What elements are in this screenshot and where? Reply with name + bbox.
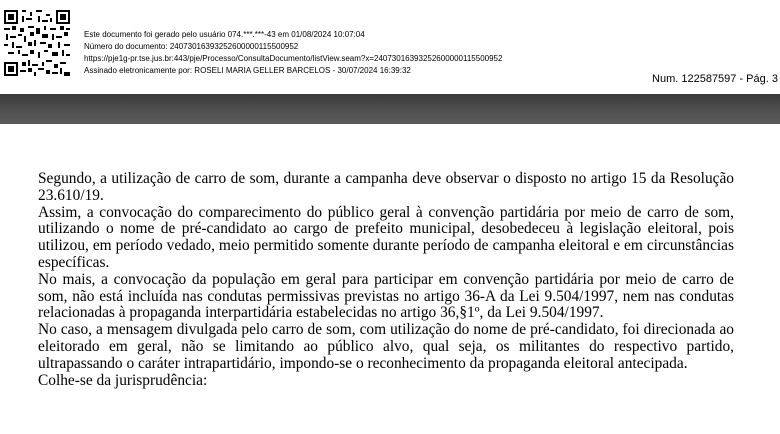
- paragraph: Colhe-se da jurisprudência:: [38, 371, 208, 389]
- paragraph: Assim, a convocação do comparecimento do público geral à convenção partidária por meio de carro de som, utilizando o nome de pré-candidato ao cargo de prefeito municipal, desobedeceu à legislação eleitoral, pois utilizou, em período vedado, meio permitido somente durante período de campanha eleitoral e em circunstâncias específicas.: [38, 203, 734, 271]
- page-reference: Num. 122587597 - Pág. 3: [652, 73, 778, 85]
- signature-line: Assinado eletronicamente por: ROSELI MARIA GELLER BARCELOS - 30/07/2024 16:39:32: [84, 66, 411, 75]
- document-body: [38, 171, 734, 389]
- paragraph: No caso, a mensagem divulgada pelo carro de som, com utilização do nome de pré-candidato, foi direcionada ao eleitorado em geral, não se limitando ao público alvo, qual seja, os militantes do respectivo partido, ultrapassando o caráter intrapartidário, impondo-se o reconhecimento da propaganda eleitoral antecipada.: [38, 321, 734, 372]
- paragraph: No mais, a convocação da população em geral para participar em convenção partidária por meio de carro de som, não está incluída nas condutas permissivas previstas no artigo 36-A da Lei 9.504/1997, nem nas condutas relacionadas à propaganda interpartidária estabelecidas no artigo 36,§1º, da Lei 9.504/1997.: [38, 270, 734, 322]
- paragraph: Segundo, a utilização de carro de som, durante a campanha deve observar o disposto no artigo 15 da Resolução 23.610/19.: [38, 170, 734, 204]
- page-separator-band: [0, 94, 780, 124]
- document-metadata: [84, 29, 502, 77]
- document-number-line: Número do documento: 24073016393252600000115500952: [84, 42, 299, 51]
- qr-code: [4, 10, 70, 76]
- generated-by-line: Este documento foi gerado pelo usuário 074.***.***-43 em 01/08/2024 10:07:04: [84, 30, 365, 39]
- document-header: [0, 0, 780, 96]
- document-url-line[interactable]: https://pje1g-pr.tse.jus.br:443/pje/Processo/ConsultaDocumento/listView.seam?x=24073016393252600000115500952: [84, 54, 503, 63]
